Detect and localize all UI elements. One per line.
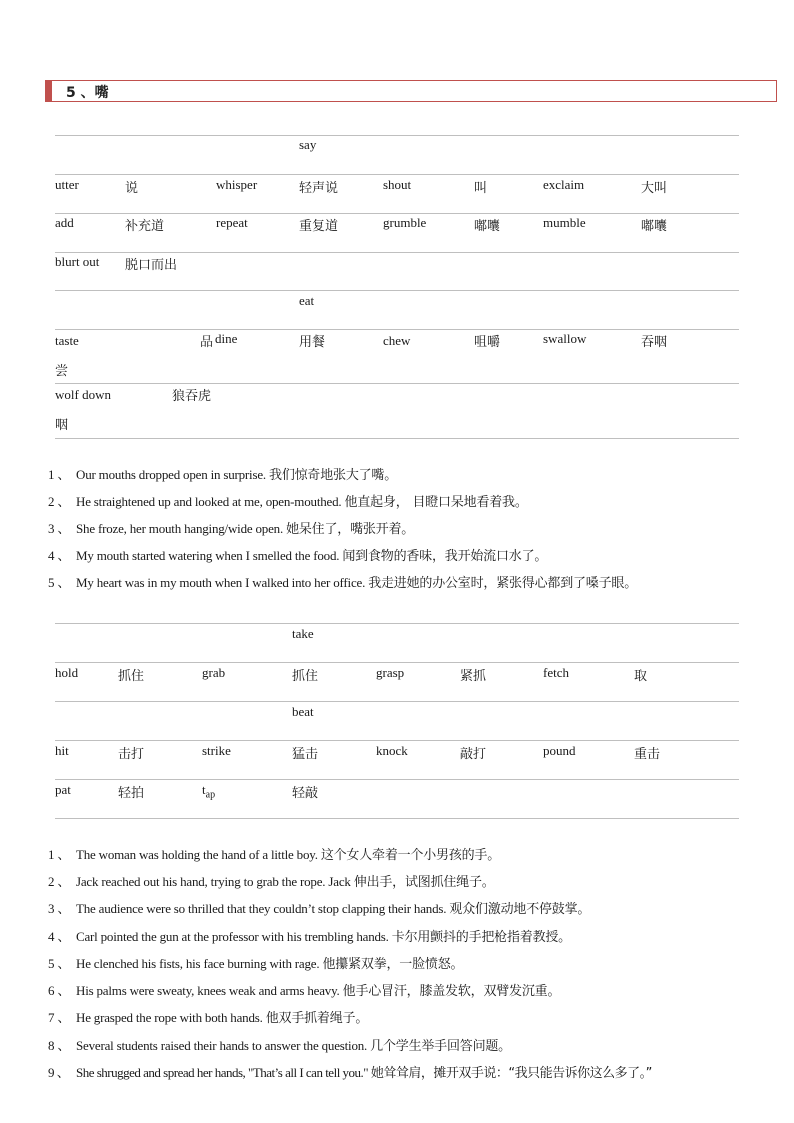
word-en: add xyxy=(55,215,74,230)
word-en: dine xyxy=(215,331,238,346)
table-divider xyxy=(55,623,739,624)
word-zh: 说 xyxy=(125,181,139,196)
table-divider xyxy=(55,252,739,253)
table-divider xyxy=(55,701,739,702)
word-en: pound xyxy=(543,743,576,758)
word-zh: 取 xyxy=(634,669,648,684)
word-en: strike xyxy=(202,743,231,758)
word-zh: 抓住 xyxy=(118,669,145,684)
word-en: taste xyxy=(55,333,79,348)
list-item: 1 、 Our mouths dropped open in surprise. 我们惊奇地张大了嘴。 xyxy=(48,467,398,483)
take-heading: take xyxy=(292,626,314,641)
table-divider xyxy=(55,213,739,214)
list-item: 8 、 Several students raised their hands to answer the question. 几个学生举手回答问题。 xyxy=(48,1038,511,1054)
word-en: utter xyxy=(55,177,79,192)
list-item: 4 、 Carl pointed the gun at the professor with his trembling hands. 卡尔用颤抖的手把枪指着教授。 xyxy=(48,929,571,945)
word-zh: 重击 xyxy=(634,747,661,762)
word-en: mumble xyxy=(543,215,586,230)
word-en: hold xyxy=(55,665,79,680)
word-en: hit xyxy=(55,743,69,758)
word-en: whisper xyxy=(216,177,258,192)
word-en: wolf down xyxy=(55,387,111,402)
word-en: swallow xyxy=(543,331,587,346)
word-zh: 狼吞虎 xyxy=(172,389,212,404)
table-divider xyxy=(55,135,739,136)
word-zh: 轻声说 xyxy=(299,181,339,196)
table-divider xyxy=(55,329,739,330)
word-zh: 紧抓 xyxy=(460,669,487,684)
word-zh: 用餐 xyxy=(299,335,326,350)
word-zh: 补充道 xyxy=(125,219,165,234)
word-en: knock xyxy=(376,743,408,758)
list-item: 2 、 He straightened up and looked at me, open-mouthed. 他直起身， 目瞪口呆地看着我。 xyxy=(48,494,528,510)
word-zh: 抓住 xyxy=(292,669,319,684)
word-zh: 大叫 xyxy=(641,181,668,196)
word-en: exclaim xyxy=(543,177,585,192)
word-en-tap: $t_{ap}$ xyxy=(202,782,216,801)
word-en: pat xyxy=(55,782,71,797)
word-zh: 品 xyxy=(200,335,214,350)
table-divider xyxy=(55,818,739,819)
word-zh: 脱口而出 xyxy=(125,258,178,273)
list-item: 5 、 My heart was in my mouth when I walked into her office. 我走进她的办公室时，紧张得心都到了嗓子眼。 xyxy=(48,575,638,591)
word-zh: 击打 xyxy=(118,747,145,762)
table-divider xyxy=(55,438,739,439)
word-en: blurt out xyxy=(55,254,100,269)
word-en: grasp xyxy=(376,665,405,680)
list-item: 5 、 He clenched his fists, his face burning with rage. 他攥紧双拳，一脸愤怒。 xyxy=(48,956,464,972)
word-zh: 嘟囔 xyxy=(641,219,668,234)
table-divider xyxy=(55,290,739,291)
word-en: chew xyxy=(383,333,411,348)
word-zh: 咀嚼 xyxy=(474,335,501,350)
say-heading: say xyxy=(299,137,317,152)
word-zh: 重复道 xyxy=(299,219,339,234)
table-divider xyxy=(55,779,739,780)
word-zh: 吞咽 xyxy=(641,335,668,350)
word-zh: 尝 xyxy=(55,364,69,379)
list-item: 7 、 He grasped the rope with both hands. 他双手抓着绳子。 xyxy=(48,1010,369,1026)
table-divider xyxy=(55,740,739,741)
word-zh: 嘟囔 xyxy=(474,219,501,234)
list-item: 2 、 Jack reached out his hand, trying to grab the rope. Jack 伸出手，试图抓住绳子。 xyxy=(48,874,495,890)
word-zh: 轻敲 xyxy=(292,786,319,801)
eat-heading: eat xyxy=(299,293,315,308)
list-item: 3 、 She froze, her mouth hanging/wide open. 她呆住了，嘴张开着。 xyxy=(48,521,415,537)
word-en: grumble xyxy=(383,215,427,230)
word-zh: 咽 xyxy=(55,418,69,433)
word-en: fetch xyxy=(543,665,569,680)
word-en: shout xyxy=(383,177,412,192)
table-divider xyxy=(55,174,739,175)
list-item: 4 、 My mouth started watering when I smelled the food. 闻到食物的香味，我开始流口水了。 xyxy=(48,548,548,564)
table-divider xyxy=(55,383,739,384)
word-en: repeat xyxy=(216,215,248,230)
word-en: grab xyxy=(202,665,226,680)
word-zh: 敲打 xyxy=(460,747,487,762)
beat-heading: beat xyxy=(292,704,314,719)
word-zh: 轻拍 xyxy=(118,786,145,801)
list-item: 3 、 The audience were so thrilled that they couldn’t stop clapping their hands. 观众们激动地不停鼓掌。 xyxy=(48,901,591,917)
word-zh: 叫 xyxy=(474,181,488,196)
list-item: 1 、 The woman was holding the hand of a little boy. 这个女人牵着一个小男孩的手。 xyxy=(48,847,501,863)
list-item: 9 、 She shrugged and spread her hands, "That’s all I can tell you." 她耸耸肩，摊开双手说：“我只能告诉你这么多了。” xyxy=(48,1065,652,1081)
list-item: 6 、 His palms were sweaty, knees weak and arms heavy. 他手心冒汗，膝盖发软，双臂发沉重。 xyxy=(48,983,561,999)
word-zh: 猛击 xyxy=(292,747,319,762)
section-header xyxy=(45,80,777,102)
section-title: 5 、嘴 xyxy=(66,85,109,101)
table-divider xyxy=(55,662,739,663)
